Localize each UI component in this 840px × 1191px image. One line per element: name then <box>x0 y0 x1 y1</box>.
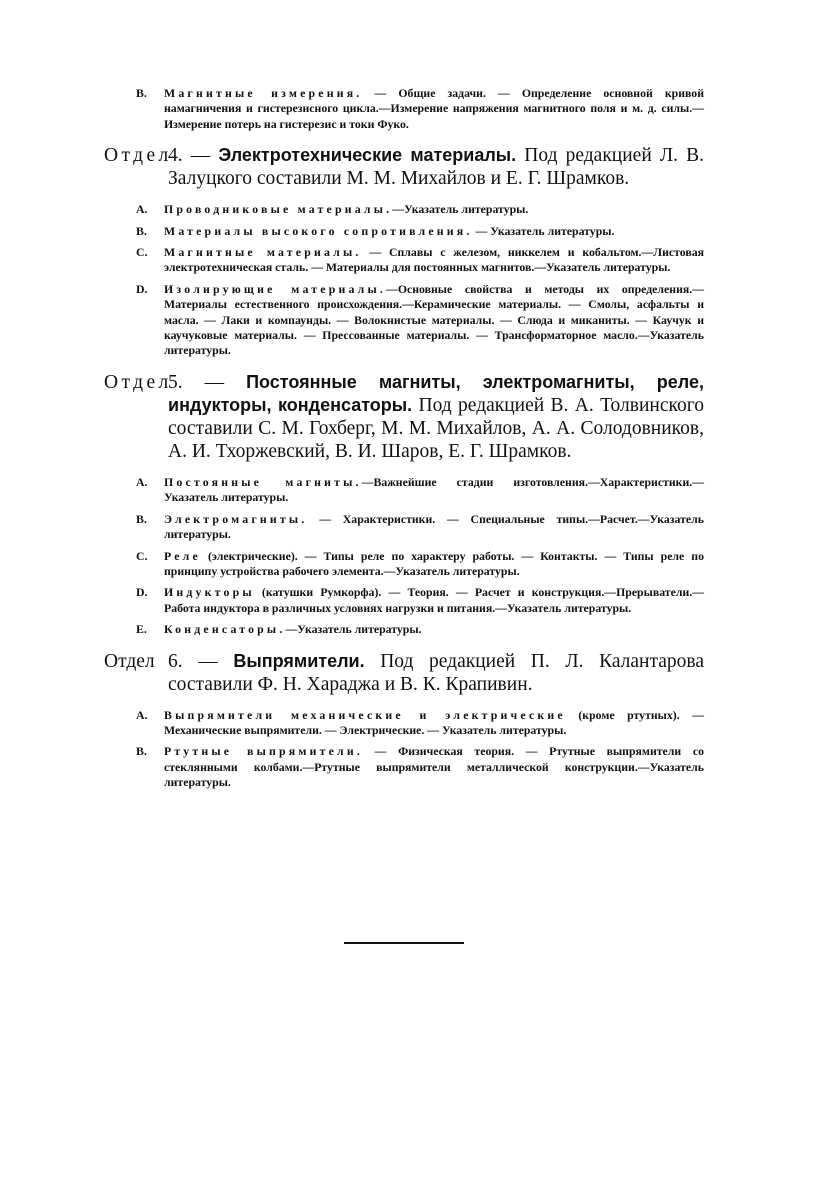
item-letter: B. <box>136 223 147 238</box>
section-5 <box>104 371 704 463</box>
item-heading: Ртутные выпрямители. <box>164 744 363 759</box>
section-number: 6. <box>168 650 183 672</box>
toc-item <box>104 708 704 739</box>
item-letter: E. <box>136 622 147 637</box>
item-letter: C. <box>136 548 148 563</box>
toc-item <box>104 202 704 217</box>
section-4 <box>104 144 704 190</box>
section-dash: — <box>182 650 234 672</box>
item-heading: Магнитные материалы. <box>164 245 362 260</box>
section-editors: Под редакцией В. А. Толвинского составили С. М. Гохберг, М. М. Михайлов, А. А. Солодовников, А. И. Тхоржевский, В. И. Шаров, Е. Г. Шрамков. <box>168 394 704 462</box>
toc-item <box>104 585 704 616</box>
item-text: (кроме ртутных). — Механические выпрямители. — Электрические. — Указатель литературы. <box>164 707 704 737</box>
toc-item <box>104 86 704 132</box>
item-letter: A. <box>136 707 148 722</box>
item-heading: Электромагниты. <box>164 511 308 526</box>
item-text: — Физическая теория. — Ртутные выпрямители со стеклянными колбами.—Ртутные выпрямители металлической конструкции.—Указатель литературы. <box>164 744 704 790</box>
section-number: 4. <box>168 145 183 167</box>
section-prefix: Отдел <box>104 371 172 393</box>
section-number: 5. <box>168 371 183 393</box>
toc-item <box>104 475 704 506</box>
item-heading: Материалы высокого сопротивления. <box>164 223 473 238</box>
item-heading: Проводниковые материалы. <box>164 202 393 217</box>
toc-item <box>104 245 704 276</box>
item-heading: Постоянные магниты. <box>164 474 362 489</box>
item-text: (электрические). — Типы реле по характеру работы. — Контакты. — Типы реле по принципу устройства рабочего элемента.—Указатель литературы. <box>164 548 704 578</box>
section-dash: — <box>182 145 219 167</box>
item-text: —Указатель литературы. <box>285 622 422 637</box>
item-letter: D. <box>136 585 148 600</box>
item-text: —Важнейшие стадии изготовления.—Характеристики.—Указатель литературы. <box>164 474 704 505</box>
section-title: Постоянные магниты, электромагниты, реле, индукторы, конденсаторы. <box>168 371 705 415</box>
item-letter: B. <box>136 511 147 526</box>
item-letter: A. <box>136 474 148 489</box>
item-letter: A. <box>136 202 148 217</box>
item-letter: D. <box>136 281 148 296</box>
section-title: Электротехнические материалы. <box>218 145 517 166</box>
item-text: — Указатель литературы. <box>472 223 615 238</box>
item-letter: B. <box>136 86 147 100</box>
item-letter: C. <box>136 245 148 260</box>
item-heading: Индукторы <box>164 585 255 600</box>
item-heading: Конденсаторы. <box>164 622 286 637</box>
closing-rule <box>344 942 464 944</box>
toc-item <box>104 512 704 543</box>
item-letter: B. <box>136 744 147 759</box>
item-text: — Характеристики. — Специальные типы.—Расчет.—Указатель литературы. <box>164 511 704 542</box>
section-title: Выпрямители. <box>233 650 365 671</box>
section-editors: Под редакцией П. Л. Калантарова составили Ф. Н. Хараджа и В. К. Крапивин. <box>168 650 705 695</box>
item-text: (катушки Румкорфа). — Теория. — Расчет и конструкция.—Прерыватели.—Работа индуктора в различных условиях нагрузки и питания.—Указатель литературы. <box>164 585 704 615</box>
table-of-contents <box>104 86 704 797</box>
item-text: — Сплавы с железом, никкелем и кобальтом.—Листовая электротехническая сталь. — Материалы для постоянных магнитов.—Указатель литературы. <box>164 245 704 275</box>
item-text: —Указатель литературы. <box>392 202 529 217</box>
item-text: —Основные свойства и методы их определения.—Материалы естественного происхождения.—Керамические материалы. — Смолы, асфальты и масла. — Лаки и компаунды. — Волокнистые материалы. — Слюда и миканиты. — Каучук и каучуковые материалы. — Прессованные материалы. — Трансформаторное масло.—Указатель литературы. <box>164 281 704 358</box>
item-heading: Магнитные измерения. <box>164 86 363 100</box>
section-prefix: Отдел <box>104 145 172 167</box>
section-dash: — <box>182 371 247 393</box>
section-editors: Под редакцией Л. В. Залуцкого составили М. М. Михайлов и Е. Г. Шрамков. <box>168 145 704 190</box>
item-heading: Реле <box>164 548 201 563</box>
section-prefix: Отдел <box>104 650 155 672</box>
item-heading: Изолирующие материалы. <box>164 281 387 296</box>
toc-item <box>104 549 704 580</box>
toc-item <box>104 282 704 359</box>
item-heading: Выпрямители механические и электрические <box>164 707 566 722</box>
item-text: — Общие задачи. — Определение основной кривой намагничения и гистерезисного цикла.—Измерение напряжения магнитного поля и м. д. силы.—Измерение потерь на гистерезис и токи Фуко. <box>164 86 704 131</box>
section-6 <box>104 650 704 696</box>
toc-item <box>104 622 704 637</box>
toc-item <box>104 224 704 239</box>
toc-item <box>104 744 704 790</box>
